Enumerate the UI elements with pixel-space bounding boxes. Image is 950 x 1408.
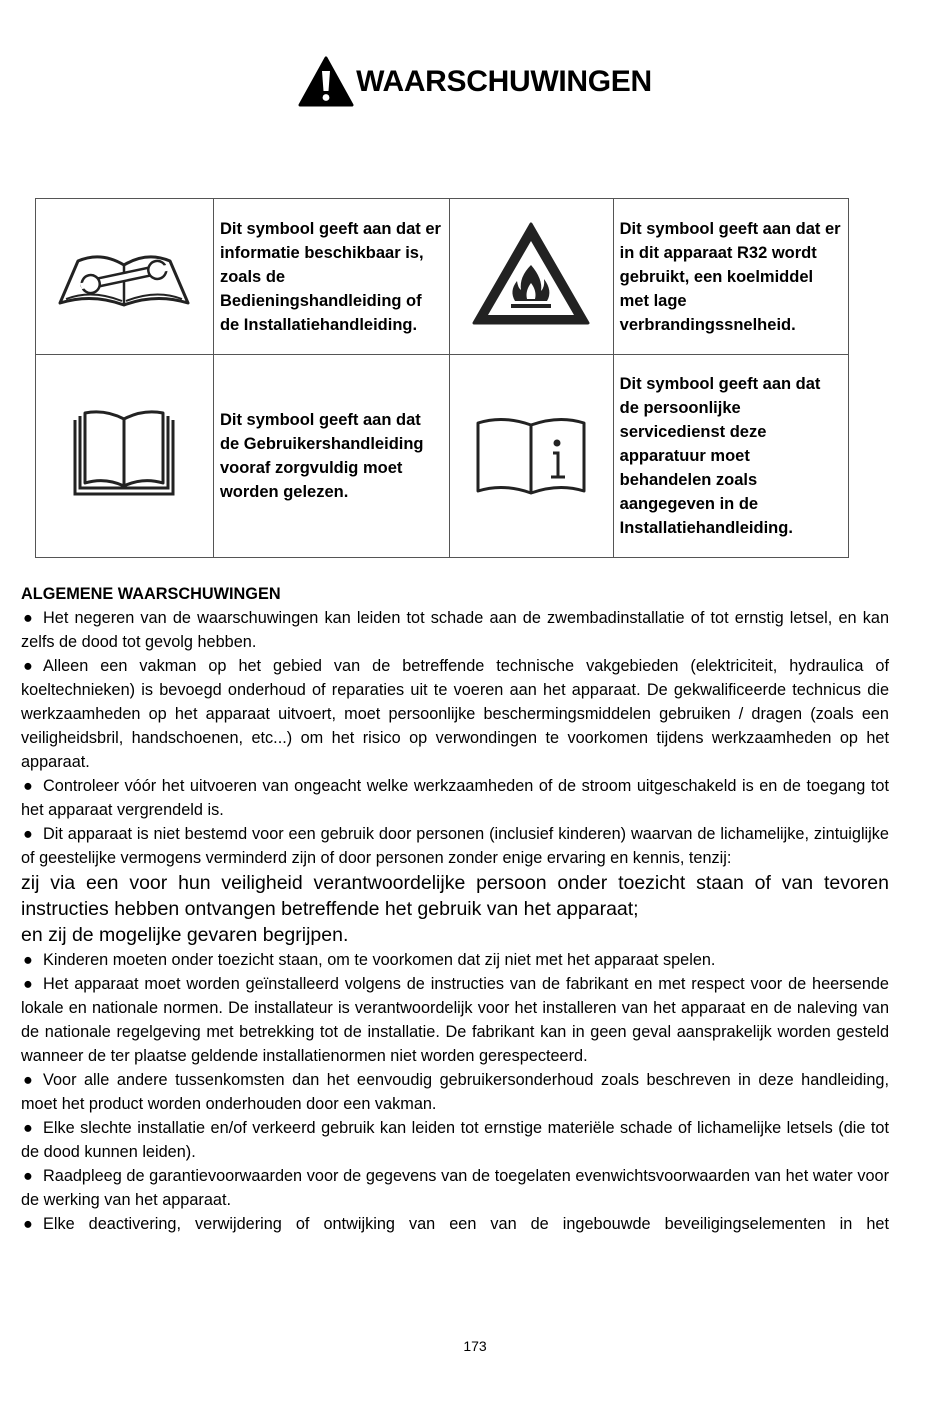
symbol-icon-cell (36, 199, 214, 355)
list-item: ● Kinderen moeten onder toezicht staan, om te voorkomen dat zij niet met het apparaat spelen. (21, 948, 889, 972)
symbol-description: Dit symbool geeft aan dat er informatie beschikbaar is, zoals de Bedieningshandleiding of de Installatiehandleiding. (213, 199, 449, 355)
list-item: ● Elke deactivering, verwijdering of ontwijking van een van de ingebouwde beveiligingselementen in het (21, 1212, 889, 1236)
list-item: ● Elke slechte installatie en/of verkeerd gebruik kan leiden tot ernstige materiële schade of lichamelijke letsels (die tot de dood kunnen leiden). (21, 1116, 889, 1164)
page-header (0, 56, 950, 113)
warning-triangle-icon (298, 56, 354, 108)
section-title: ALGEMENE WAARSCHUWINGEN (21, 585, 281, 603)
bullet-icon: ● (23, 825, 33, 843)
list-item: ● Controleer vóór het uitvoeren van ongeacht welke werkzaamheden of de stroom uitgeschakeld is en de toegang tot het apparaat vergrendeld is. (21, 774, 889, 822)
symbol-description: Dit symbool geeft aan dat de persoonlijke servicedienst deze apparatuur moet behandelen zoals aangegeven in de Installatiehandleiding. (613, 355, 848, 558)
symbol-description: Dit symbool geeft aan dat er in dit apparaat R32 wordt gebruikt, een koelmiddel met lage verbrandingssnelheid. (613, 199, 848, 355)
list-item: ● Dit apparaat is niet bestemd voor een gebruik door personen (inclusief kinderen) waarvan de lichamelijke, zintuiglijke of geestelijke vermogens verminderd zijn of door personen zonder enige ervaring en kennis, tenzij: (21, 822, 889, 870)
bullet-icon: ● (23, 1119, 33, 1137)
condition-line: en zij de mogelijke gevaren begrijpen. (21, 924, 349, 946)
bullet-icon: ● (23, 657, 33, 675)
bullet-icon: ● (23, 975, 33, 993)
page-number: 173 (463, 1338, 487, 1354)
list-item: ● Raadpleeg de garantievoorwaarden voor de gegevens van de toegelaten evenwichtsvoorwaarden van het water voor de werking van het apparaat. (21, 1164, 889, 1212)
symbol-icon-cell (36, 355, 214, 558)
list-item: ● Voor alle andere tussenkomsten dan het eenvoudig gebruikersonderhoud zoals beschreven in deze handleiding, moet het product worden onderhouden door een vakman. (21, 1068, 889, 1116)
general-warnings-section (21, 582, 889, 1236)
tool-manual-icon (56, 239, 192, 309)
symbol-icon-cell (449, 199, 613, 355)
bullet-icon: ● (23, 777, 33, 795)
bullet-icon: ● (23, 951, 33, 969)
symbol-table (35, 198, 849, 558)
symbol-description: Dit symbool geeft aan dat de Gebruikershandleiding vooraf zorgvuldig moet worden gelezen. (213, 355, 449, 558)
bullet-icon: ● (23, 1071, 33, 1089)
list-item: ● Het apparaat moet worden geïnstalleerd volgens de instructies van de fabrikant en met respect voor de heersende lokale en nationale normen. De installateur is verantwoordelijk voor het installeren van het apparaat en de naleving van de nationale regelgeving met betrekking tot de installatie. De fabrikant kan in geen geval aansprakelijk worden gesteld wanneer de ter plaatse geldende installatienormen niet worden gerespecteerd. (21, 972, 889, 1068)
list-item: ● Het negeren van de waarschuwingen kan leiden tot schade aan de zwembadinstallatie of tot ernstig letsel, en kan zelfs de dood tot gevolg hebben. (21, 606, 889, 654)
bullet-icon: ● (23, 609, 33, 627)
bullet-icon: ● (23, 1215, 33, 1233)
list-item: ● Alleen een vakman op het gebied van de betreffende technische vakgebieden (elektriciteit, hydraulica of koeltechnieken) is bevoegd onderhoud of reparaties uit te voeren aan het apparaat. De gekwalificeerde technicus die werkzaamheden op het apparaat uitvoert, moet persoonlijke beschermingsmiddelen gebruiken / dragen (zoals een veiligheidsbril, handschoenen, etc...) om het risico op verwondingen te voorkomen tijdens werkzaamheden op het apparaat. (21, 654, 889, 774)
info-manual-icon (475, 413, 587, 495)
page-title: WAARSCHUWINGEN (356, 65, 652, 98)
flammable-warning-icon (471, 221, 591, 327)
bullet-icon: ● (23, 1167, 33, 1185)
symbol-icon-cell (449, 355, 613, 558)
read-manual-icon (72, 410, 176, 498)
condition-line: zij via een voor hun veiligheid verantwoordelijke persoon onder toezicht staan of van tevoren instructies hebben ontvangen betreffende het gebruik van het apparaat; (21, 872, 889, 920)
